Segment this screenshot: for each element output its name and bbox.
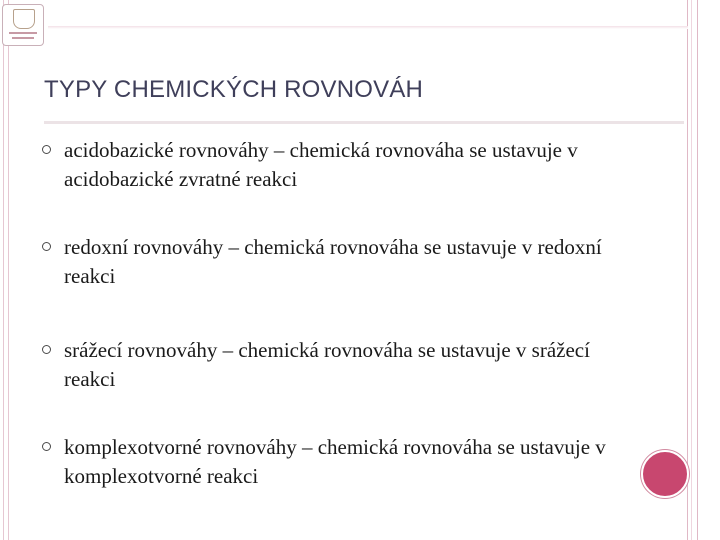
bullet-text: komplexotvorné rovnováhy – chemická rovnováha se ustavuje v komplexotvorné reakci [64, 435, 606, 488]
top-frame-border [48, 26, 688, 29]
slide-title: TYPY CHEMICKÝCH ROVNOVÁH [44, 76, 424, 103]
right-frame-border [687, 0, 698, 540]
bullet-text: redoxní rovnováhy – chemická rovnováha se ustavuje v redoxní reakci [64, 235, 602, 288]
logo-text-line [9, 32, 37, 34]
circle-bullet-icon [42, 145, 51, 154]
school-logo [2, 4, 44, 46]
circle-bullet-icon [42, 442, 51, 451]
circle-bullet-icon [42, 242, 51, 251]
circle-bullet-icon [42, 345, 51, 354]
crest-icon [13, 9, 35, 29]
left-frame-border [3, 0, 9, 540]
title-divider [44, 121, 684, 124]
decorative-circle [641, 450, 689, 498]
bullet-text: acidobazické rovnováhy – chemická rovnováha se ustavuje v acidobazické zvratné reakci [64, 138, 578, 191]
logo-text-line [12, 37, 34, 39]
bullet-text: srážecí rovnováhy – chemická rovnováha se ustavuje v srážecí reakci [64, 338, 590, 391]
